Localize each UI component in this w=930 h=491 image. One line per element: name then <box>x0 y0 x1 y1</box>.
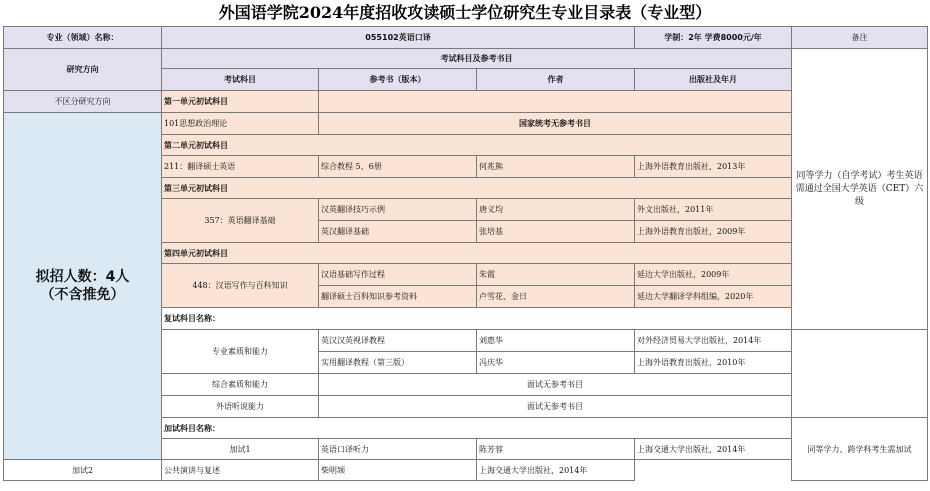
page-title: 外国语学院2024年度招收攻读硕士学位研究生专业目录表（专业型） <box>218 3 712 22</box>
retest-listen-subject: 外语听说能力 <box>162 396 319 418</box>
unit1-label: 第一单元初试科目 <box>162 91 319 113</box>
quota-cell <box>4 113 162 460</box>
quota-count: 拟招人数：4人 <box>35 269 130 285</box>
unit1-header-row <box>4 91 928 113</box>
unit2-label: 第二单元初试科目 <box>162 135 792 156</box>
retest-label: 复试科目名称： <box>162 308 792 330</box>
unit4-author-1: 朱霞 <box>477 264 635 286</box>
extra-author-1: 陈芳蓉 <box>477 439 635 460</box>
exam-group-header: 考试科目及参考书目 <box>162 49 792 69</box>
extra-label: 加试科目名称： <box>162 418 792 439</box>
unit3-author-1: 唐义均 <box>477 199 635 221</box>
unit2-publisher: 上海外语教育出版社，2013年 <box>635 156 792 178</box>
subheader-row-1 <box>4 49 928 69</box>
unit3-publisher-1: 外文出版社，2011年 <box>635 199 792 221</box>
remarks-label: 备注 <box>792 27 928 49</box>
retest-prof-book-2: 实用翻译教程（第三版） <box>319 352 477 374</box>
unit4-label: 第四单元初试科目 <box>162 243 792 264</box>
retest-prof-subject: 专业素质和能力 <box>162 330 319 374</box>
retest-listen-note: 面试无参考书目 <box>319 396 792 418</box>
unit4-book-1: 汉语基础写作过程 <box>319 264 477 286</box>
unit2-author: 何兆熊 <box>477 156 635 178</box>
unit3-subject: 357：英语翻译基础 <box>162 199 319 243</box>
retest-prof-author-2: 冯庆华 <box>477 352 635 374</box>
retest-prof-book-1: 英汉汉英视译教程 <box>319 330 477 352</box>
major-row <box>4 27 928 49</box>
unit2-book: 综合教程 5、6册 <box>319 156 477 178</box>
extra-row-2 <box>4 460 928 481</box>
retest-comp-note: 面试无参考书目 <box>319 374 792 396</box>
cet-note: 同等学力（自学考试）考生英语需通过全国大学英语（CET）六级 <box>792 49 928 330</box>
catalog-table <box>3 26 928 481</box>
col-author-header: 作者 <box>477 69 635 91</box>
unit3-author-2: 张培基 <box>477 221 635 243</box>
unit4-publisher-2: 延边大学翻译学科组编，2020年 <box>635 286 792 308</box>
extra-book-1: 英语口译听力 <box>319 439 477 460</box>
extra-subject-1: 加试1 <box>162 439 319 460</box>
unit4-book-2: 翻译硕士百科知识参考资料 <box>319 286 477 308</box>
retest-prof-publisher-2: 上海外语教育出版社，2010年 <box>635 352 792 374</box>
unit3-publisher-2: 上海外语教育出版社，2009年 <box>635 221 792 243</box>
unit4-subject: 448：汉语写作与百科知识 <box>162 264 319 308</box>
retest-prof-author-1: 刘惠华 <box>477 330 635 352</box>
duration-fee: 学制：2年 学费8000元/年 <box>635 27 792 49</box>
unit4-author-2: 卢雪花、金日 <box>477 286 635 308</box>
unit3-label: 第三单元初试科目 <box>162 178 792 199</box>
direction-header: 研究方向 <box>4 49 162 91</box>
unit2-subject: 211：翻译硕士英语 <box>162 156 319 178</box>
unit1-note: 国家统考无参考书目 <box>319 113 792 135</box>
extra-note: 同等学力、跨学科考生需加试 <box>792 418 928 481</box>
quota-note: （不含推免） <box>40 287 125 303</box>
major-value: 055102英语口译 <box>162 27 635 49</box>
unit4-publisher-1: 延边大学出版社，2009年 <box>635 264 792 286</box>
direction-value: 不区分研究方向 <box>4 91 162 113</box>
col-publisher-header: 出版社及年月 <box>635 69 792 91</box>
extra-author-2: 柴明颎 <box>319 460 477 481</box>
unit1-subject: 101思想政治理论 <box>162 113 319 135</box>
extra-subject-2: 加试2 <box>4 460 162 481</box>
extra-publisher-1: 上海交通大学出版社，2014年 <box>635 439 792 460</box>
col-subject-header: 考试科目 <box>162 69 319 91</box>
unit1-blank <box>319 91 792 113</box>
extra-publisher-2: 上海交通大学出版社，2014年 <box>477 460 635 481</box>
unit1-row <box>4 113 928 135</box>
major-label: 专业（领域）名称： <box>4 27 162 49</box>
retest-prof-publisher-1: 对外经济贸易大学出版社，2014年 <box>635 330 792 352</box>
unit3-book-2: 英汉翻译基础 <box>319 221 477 243</box>
col-book-header: 参考书（版本） <box>319 69 477 91</box>
retest-comp-subject: 综合素质和能力 <box>162 374 319 396</box>
extra-book-2: 公共演讲与复述 <box>162 460 319 481</box>
unit3-book-1: 汉英翻译技巧示例 <box>319 199 477 221</box>
